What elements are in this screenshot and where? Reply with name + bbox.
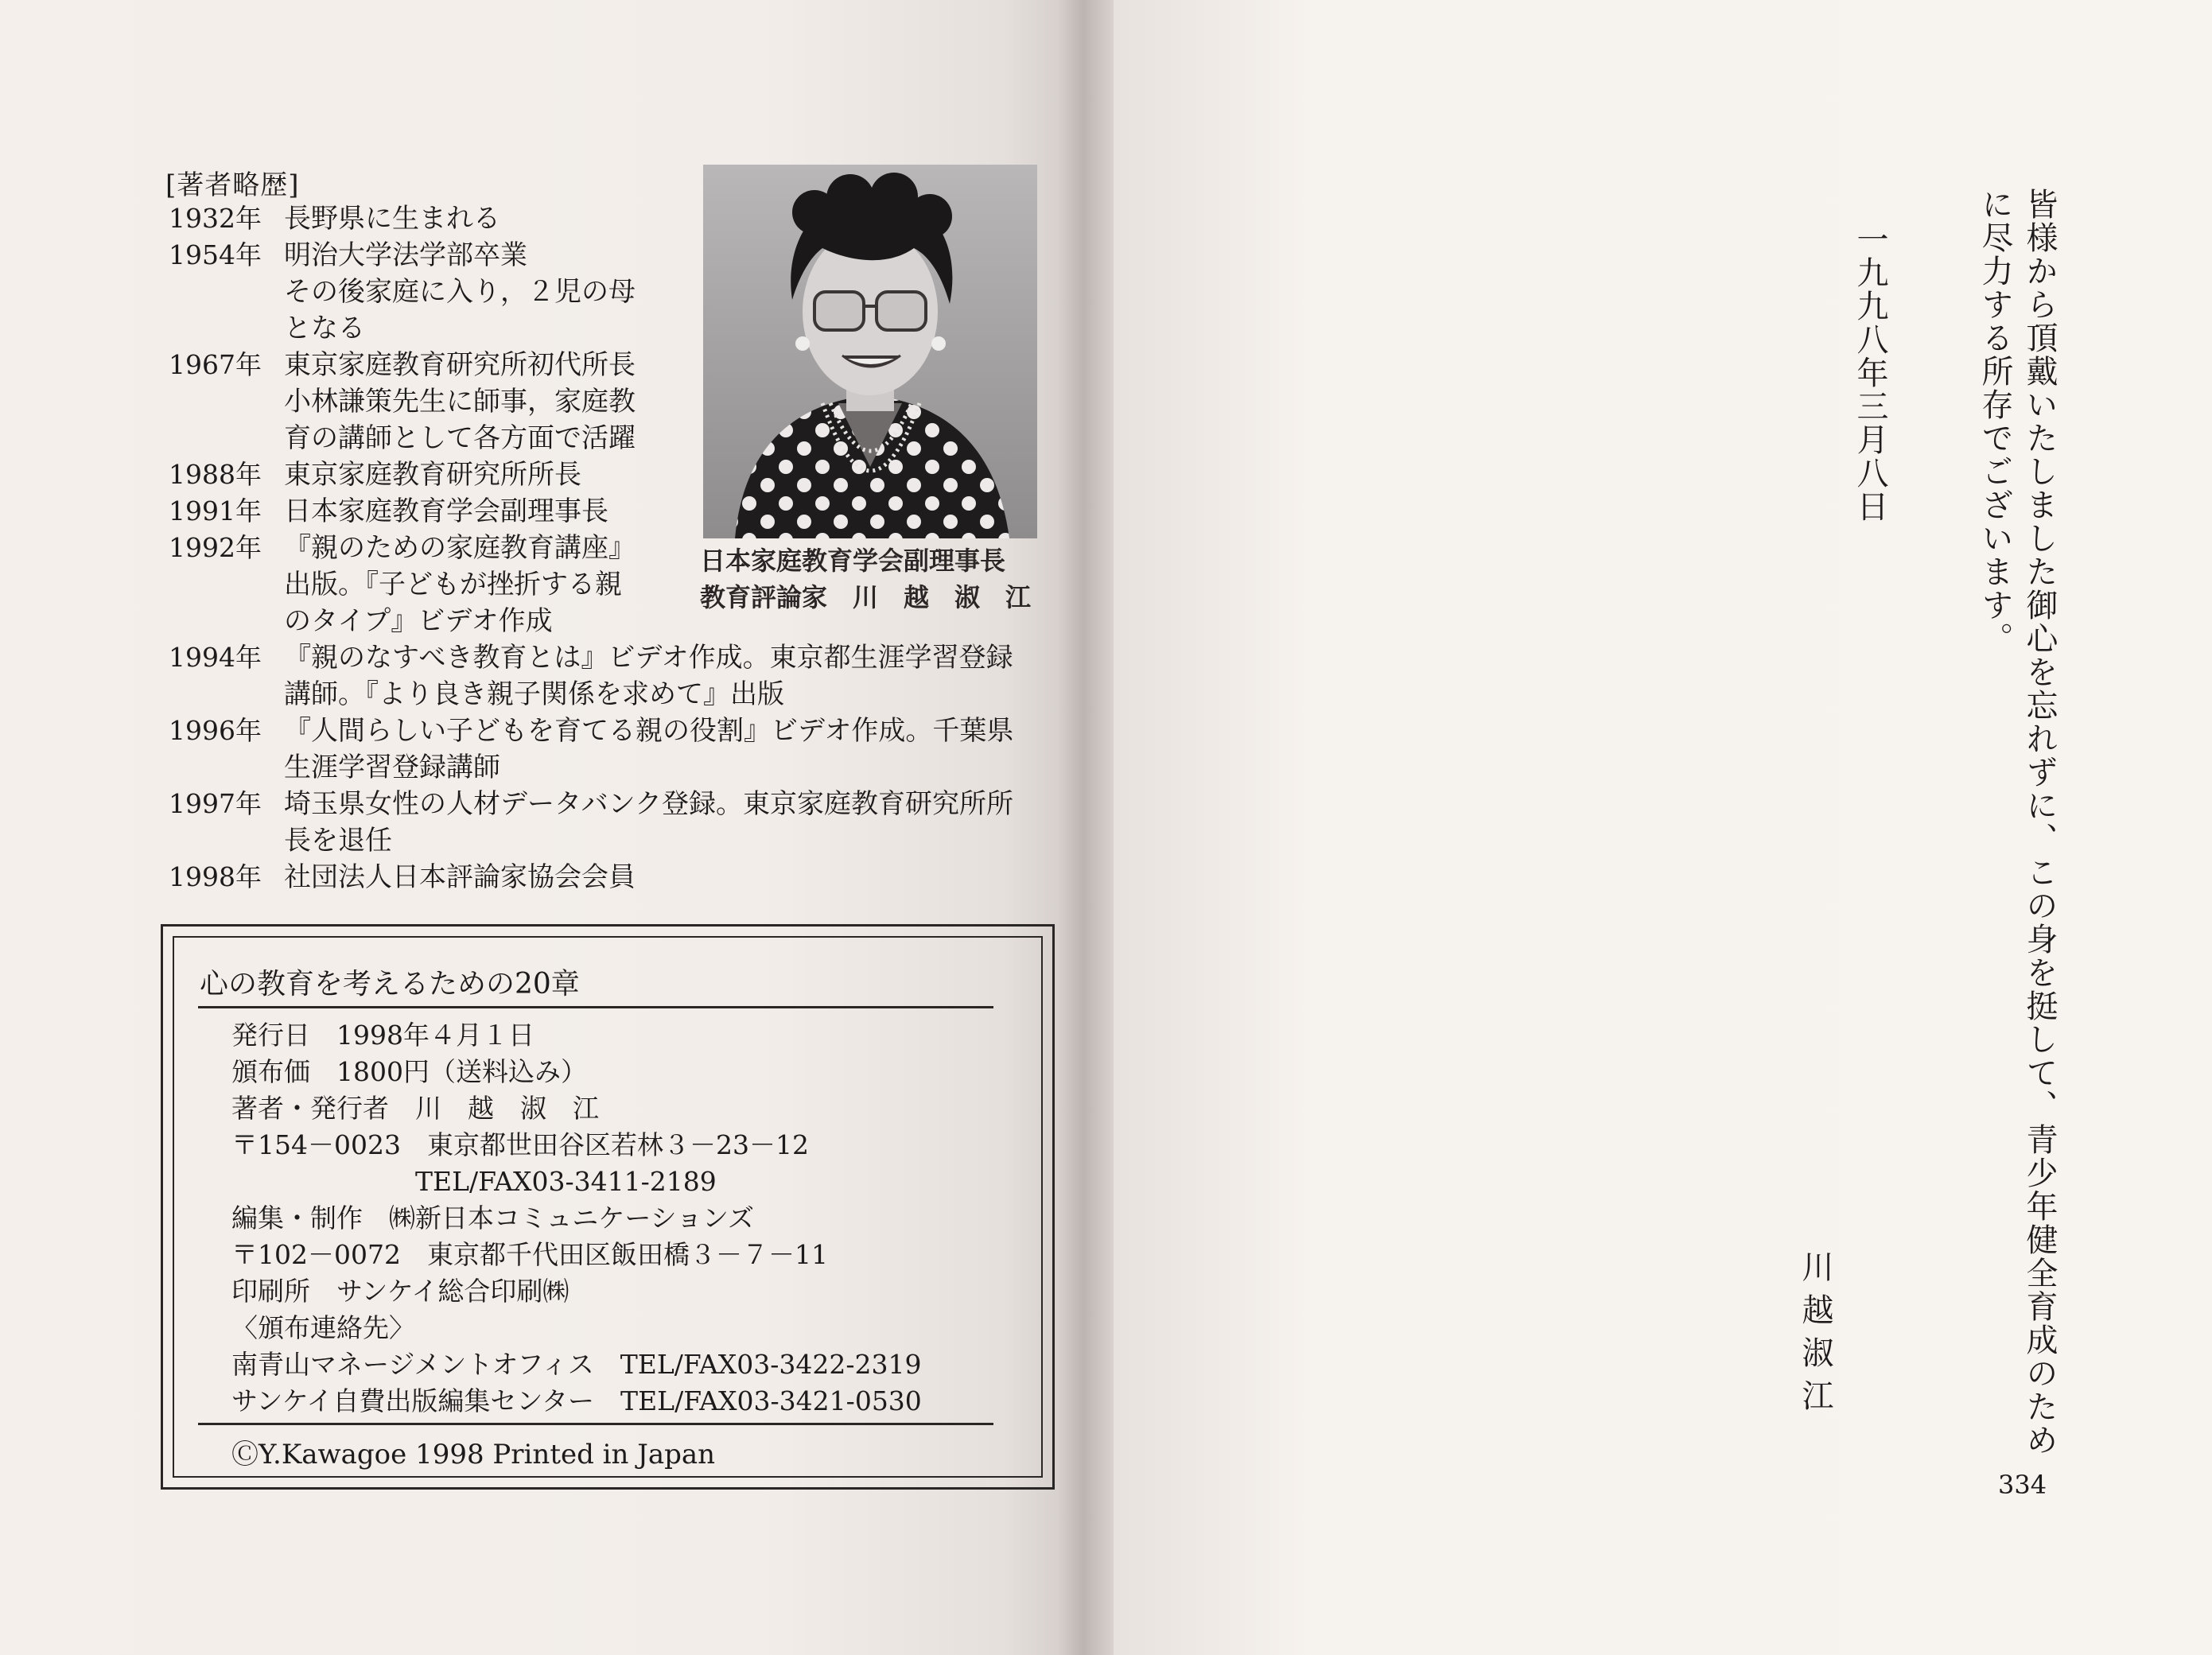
bio-text: 東京家庭教育研究所初代所長 小林謙策先生に師事，家庭教 育の講師として各方面で活躍	[284, 349, 636, 454]
bio-year: 1954年	[169, 239, 262, 270]
bio-text: 東京家庭教育研究所所長	[284, 459, 581, 491]
bio-text: 『親のための家庭教育講座』 出版。『子どもが挫折する親 のタイプ』ビデオ作成	[284, 532, 636, 637]
colophon-line: 印刷所 サンケイ総合印刷㈱	[231, 1276, 570, 1307]
colophon-line: 南青山マネージメントオフィス TEL/FAX03-3422-2319	[231, 1349, 922, 1380]
colophon-line: 発行日 1998年４月１日	[231, 1020, 535, 1051]
bio-year: 1991年	[169, 495, 262, 526]
author-photo	[703, 165, 1037, 538]
bio-entry	[169, 639, 1052, 713]
bio-entry	[169, 786, 1052, 859]
bio-text: 長野県に生まれる	[284, 203, 500, 235]
bio-year: 1967年	[169, 349, 262, 380]
colophon-inner-frame	[173, 936, 1043, 1478]
bio-heading: [著者略歴]	[165, 169, 300, 201]
author-signature: 川越淑江	[1797, 1250, 1833, 1422]
closing-date: 一九九八年三月八日	[1852, 223, 1888, 523]
bio-year: 1932年	[169, 203, 262, 234]
bio-year: 1997年	[169, 788, 262, 819]
colophon-divider	[198, 1006, 993, 1008]
colophon-line: 頒布価 1800円（送料込み）	[231, 1056, 587, 1087]
page-number: 334	[1998, 1470, 2047, 1500]
bio-year: 1988年	[169, 459, 262, 490]
bio-year: 1994年	[169, 642, 262, 673]
bio-year: 1996年	[169, 715, 262, 746]
bio-year: 1992年	[169, 532, 262, 563]
colophon-line: 著者・発行者 川 越 淑 江	[231, 1093, 599, 1124]
book-gutter	[1058, 0, 1114, 1655]
copyright-line: ⒸY.Kawagoe 1998 Printed in Japan	[231, 1439, 716, 1470]
bio-text: 『親のなすべき教育とは』ビデオ作成。東京都生涯学習登録 講師。『より良き親子関係を求めて』出版	[284, 642, 1013, 710]
bio-entry	[169, 859, 1052, 895]
closing-passage: 皆様から頂戴いたしました御心を忘れずに、この身を挺して、青少年健全育成のために尽力する所存でございます。	[1977, 188, 2058, 1457]
caption-name: 教育評論家 川 越 淑 江	[700, 582, 1032, 612]
colophon-divider-bottom	[198, 1423, 993, 1425]
colophon-line: TEL/FAX03-3411-2189	[231, 1166, 717, 1197]
colophon-details	[231, 1017, 1027, 1420]
colophon-box	[161, 924, 1055, 1490]
caption-title: 日本家庭教育学会副理事長	[700, 546, 1006, 576]
bio-text: 社団法人日本評論家協会会員	[284, 861, 636, 893]
bio-text: 埼玉県女性の人材データバンク登録。東京家庭教育研究所所 長を退任	[284, 788, 1013, 857]
colophon-line: 〒154－0023 東京都世田谷区若林３－23－12	[231, 1129, 809, 1160]
bio-text: 明治大学法学部卒業 その後家庭に入り，２児の母 となる	[284, 239, 636, 344]
colophon-line: 〒102－0072 東京都千代田区飯田橋３－７－11	[231, 1239, 828, 1270]
book-title: 心の教育を考えるための20章	[200, 968, 580, 1000]
bio-text: 日本家庭教育学会副理事長	[284, 495, 608, 527]
bio-text: 『人間らしい子どもを育てる親の役割』ビデオ作成。千葉県 生涯学習登録講師	[284, 715, 1014, 783]
colophon-line: 〈頒布連絡先〉	[231, 1312, 415, 1343]
colophon-line: 編集・制作 ㈱新日本コミュニケーションズ	[231, 1202, 755, 1233]
bio-year: 1998年	[169, 861, 262, 892]
photo-caption	[700, 542, 1058, 616]
colophon-line: サンケイ自費出版編集センター TEL/FAX03-3421-0530	[231, 1385, 922, 1416]
bio-entry	[169, 713, 1052, 786]
author-portrait-image	[703, 165, 1037, 538]
